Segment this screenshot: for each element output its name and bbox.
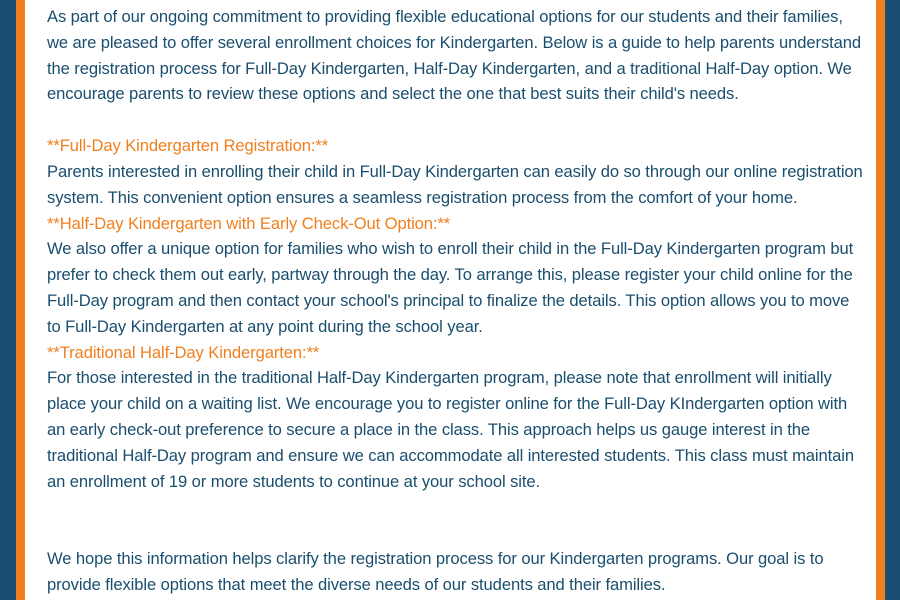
closing-paragraph: We hope this information helps clarify the registration process for our Kindergarten programs. Our goal is to provide flexible options that meet the diverse needs of our students and their families.: [47, 549, 824, 595]
section-heading-early-checkout: **Half-Day Kindergarten with Early Check-Out Option:**: [47, 213, 451, 233]
left-accent-border: [16, 0, 25, 600]
document-content: [47, 4, 867, 598]
intro-paragraph: As part of our ongoing commitment to providing flexible educational options for our students and their families, we are pleased to offer several enrollment choices for Kindergarten. Below is a guide to help parents understand the registration process for Full-Day Kindergarten, Half-Day Kindergarten, and a traditional Half-Day option. We encourage parents to review these options and select the one that best suits their child's needs.: [47, 7, 862, 104]
spacer: [47, 494, 867, 546]
right-accent-border: [876, 0, 885, 600]
section-heading-full-day: **Full-Day Kindergarten Registration:**: [47, 136, 329, 156]
section-body-full-day: Parents interested in enrolling their child in Full-Day Kindergarten can easily do so through our online registration system. This convenient option ensures a seamless registration process from the comfort of your home.: [47, 161, 863, 207]
section-body-early-checkout: We also offer a unique option for families who wish to enroll their child in the Full-Day Kindergarten program but prefer to check them out early, partway through the day. To arrange this, please register your child online for the Full-Day program and then contact your school's principal to finalize the details. This option allows you to move to Full-Day Kindergarten at any point during the school year.: [47, 239, 854, 336]
section-body-traditional-half-day: For those interested in the traditional Half-Day Kindergarten program, please note that enrollment will initially place your child on a waiting list. We encourage you to register online for the Full-Day KIndergarten option with an early check-out preference to secure a place in the class. This approach helps us gauge interest in the traditional Half-Day program and ensure we can accommodate all interested students. This class must maintain an enrollment of 19 or more students to continue at your school site.: [47, 368, 854, 491]
document-page: [25, 0, 876, 600]
section-heading-traditional-half-day: **Traditional Half-Day Kindergarten:**: [47, 342, 320, 362]
